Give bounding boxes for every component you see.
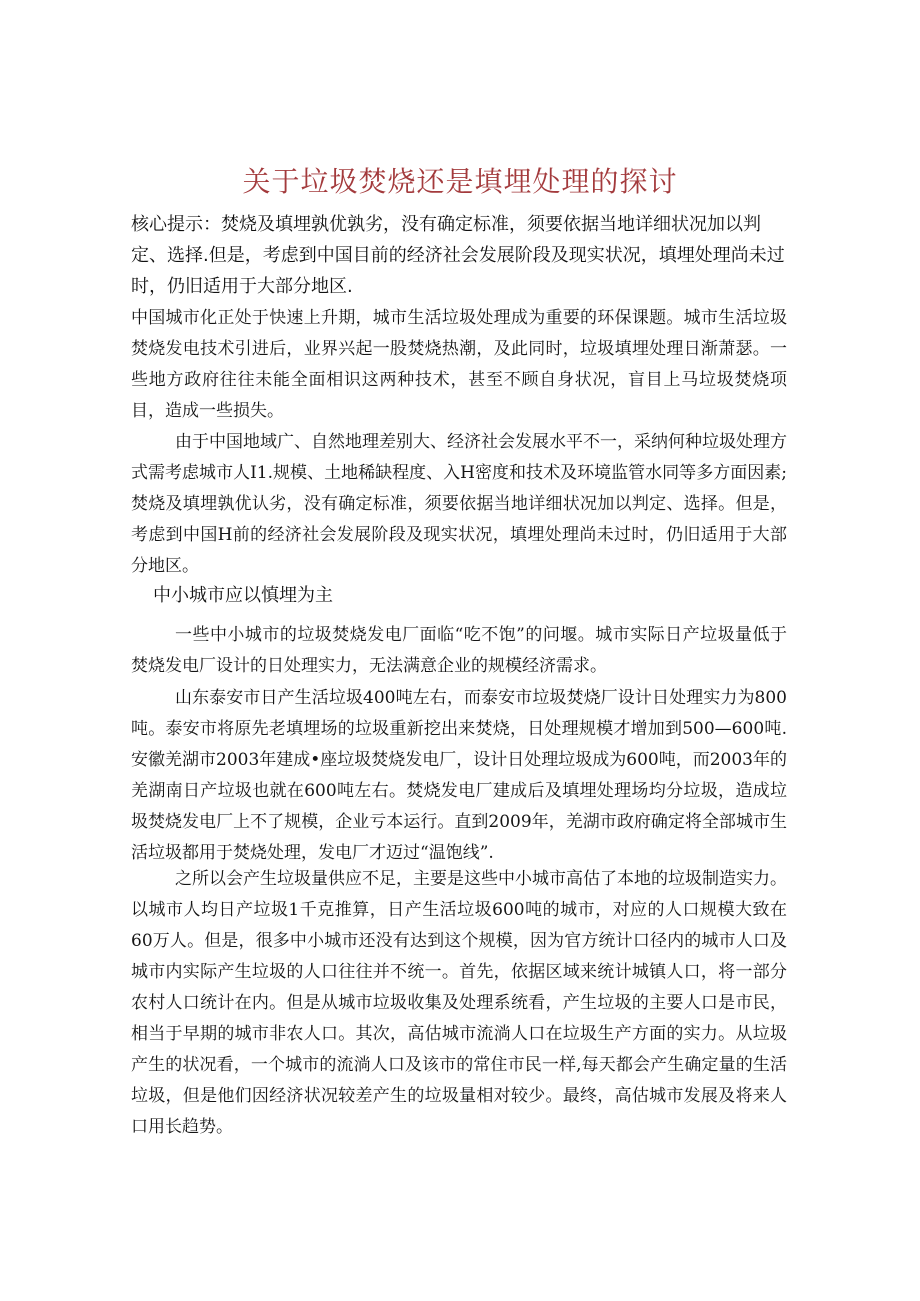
intro-paragraph: 中国城市化正处于快速上升期，城市生活垃圾处理成为重要的环保课题。城市生活垃圾焚烧发电技术引进后，业界兴起一股焚烧热潮，及此同时，垃圾填埋处理日渐萧瑟。一些地方政府往往未能全面相识这两种技术，甚至不顾自身状况，盲目上马垃圾焚烧项目，造成一些损失。 bbox=[131, 308, 787, 421]
core-summary: 核心提示：焚烧及填埋孰优孰劣，没有确定标准，须要依据当地详细状况加以判定、选择.但是，考虑到中国目前的经济社会发展阶段及现实状况，填埋处理尚未过时，仍旧适用于大部分地区. bbox=[131, 214, 785, 297]
section-paragraph-2: 山东泰安市日产生活垃圾400吨左右，而泰安市垃圾焚烧厂设计日处理实力为800吨。泰安市将原先老填埋场的垃圾重新挖出来焚烧，日处理规模才增加到500—600吨.安徽羌湖市2003年建成•座垃圾焚烧发电厂，设计日处理垃圾成为600吨，而2003年的羌湖南日产垃圾也就在600吨左右。焚烧发电厂建成后及填埋处理场均分垃圾，造成垃圾焚烧发电厂上不了规模，企业亏本运行。直到2009年，羌湖市政府确定将全部城市生活垃圾都用于焚烧处理，发电厂才迈过“温饱线”. bbox=[131, 688, 788, 863]
document-title: 关于垃圾焚烧还是填埋处理的探讨 bbox=[242, 165, 678, 198]
section-paragraph-3: 之所以会产生垃圾量供应不足，主要是这些中小城市高估了本地的垃圾制造实力。以城市人均日产垃圾1千克推算，日产生活垃圾600吨的城市，对应的人口规模大致在60万人。但是，很多中小城市还没有达到这个规模，因为官方统计口径内的城市人口及城市内实际产生垃圾的人口往往并不统一。首先，依据区域来统计城镇人口，将一部分农村人口统计在内。但是从城市垃圾收集及处理系统看，产生垃圾的主要人口是市民，相当于早期的城市非农人口。其次，高估城市流淌人口在垃圾生产方面的实力。从垃圾产生的状况看，一个城市的流淌人口及该市的常住市民一样,每天都会产生确定量的生活垃圾，但是他们因经济状况较差产生的垃圾量相对较少。最终，高估城市发展及将来人口用长趋势。 bbox=[131, 869, 787, 1137]
section-paragraph-1: 一些中小城市的垃圾焚烧发电厂面临“吃不饱”的问堰。城市实际日产垃圾量低于焚烧发电厂设计的日处理实力，无法满意企业的规模经济需求。 bbox=[131, 625, 787, 676]
context-paragraph: 由于中国地域广、自然地理差别大、经济社会发展水平不一，采纳何种垃圾处理方式需考虑城市人I1.规模、土地稀缺程度、入H密度和技术及环境监管水同等多方面因素;焚烧及填埋孰优认劣，没有确定标准，须要依据当地详细状况加以判定、选择。但是，考虑到中国H前的经济社会发展阶段及现实状况，填埋处理尚未过时，仍旧适用于大部分地区。 bbox=[131, 432, 787, 576]
section-heading: 中小城市应以慎埋为主 bbox=[153, 585, 333, 606]
